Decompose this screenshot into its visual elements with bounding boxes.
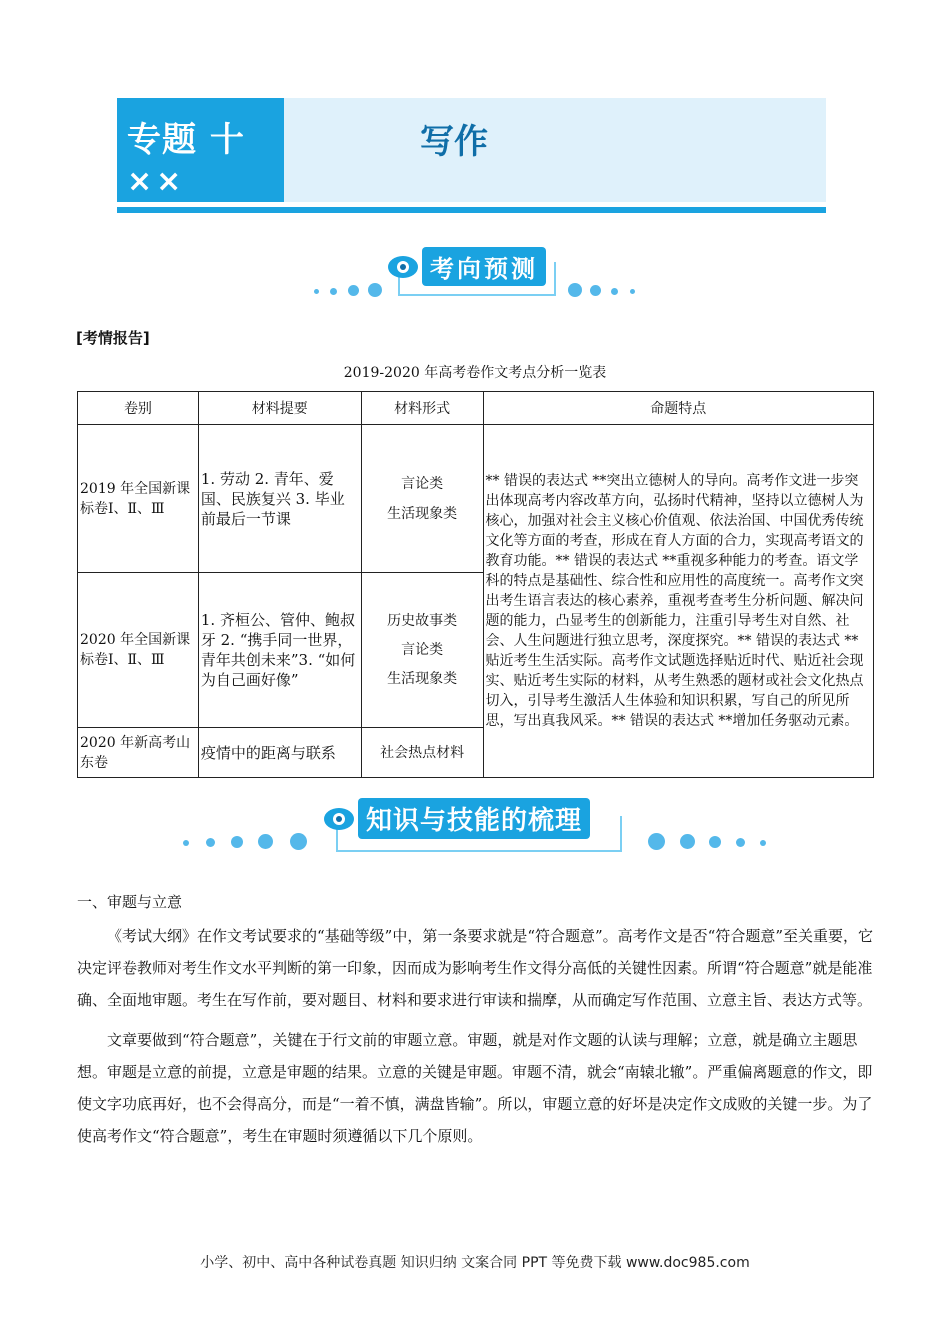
- section-title: 知识与技能的梳理: [358, 798, 590, 839]
- form-item: 言论类: [401, 641, 444, 658]
- header-cell: 卷别: [78, 392, 199, 425]
- paper-cell: 2019 年全国新课标卷Ⅰ、Ⅱ、Ⅲ: [78, 425, 199, 573]
- header-cell: 材料提要: [198, 392, 361, 425]
- decor-dot: [231, 836, 243, 848]
- section-heading-text: 一、审题与立意: [77, 893, 183, 911]
- topic-sub: ××: [127, 164, 186, 199]
- decor-dot: [348, 285, 359, 296]
- decor-dot: [648, 833, 665, 850]
- form-item: 言论类: [401, 475, 444, 492]
- topic-block: [117, 98, 284, 202]
- decor-dot: [290, 833, 307, 850]
- decor-dot: [368, 283, 382, 297]
- form-item: 生活现象类: [387, 505, 458, 522]
- decor-dot: [590, 285, 601, 296]
- decor-dot: [709, 836, 721, 848]
- body-content: [77, 886, 877, 1160]
- decor-dot: [760, 840, 766, 846]
- table-caption: 2019-2020 年高考卷作文考点分析一览表: [343, 365, 607, 381]
- header-cell: 命题特点: [483, 392, 873, 425]
- form-cell: [361, 728, 483, 778]
- eye-icon: [324, 808, 354, 830]
- analysis-table: [77, 391, 874, 778]
- decor-dot: [206, 838, 215, 847]
- summary-cell: 疫情中的距离与联系: [198, 728, 361, 778]
- section-title: 考向预测: [422, 247, 546, 286]
- decor-dot: [314, 289, 319, 294]
- table-header-row: [78, 392, 874, 425]
- decor-dot: [258, 834, 273, 849]
- footer-text: 小学、初中、高中各种试卷真题 知识归纳 文案合同 PPT 等免费下载 www.doc985.com: [200, 1255, 750, 1271]
- topic-label: 专题 十: [127, 120, 245, 160]
- eye-icon: [388, 256, 418, 278]
- form-item: 历史故事类: [387, 612, 458, 629]
- decor-dot: [183, 840, 189, 846]
- header-cell: 材料形式: [361, 392, 483, 425]
- paper-cell: 2020 年全国新课标卷Ⅰ、Ⅱ、Ⅲ: [78, 573, 199, 728]
- paragraph: 文章要做到“符合题意”，关键在于行文前的审题立意。审题，就是对作文题的认读与理解；立意，就是确立主题思想。审题是立意的前提，立意是审题的结果。立意的关键是审题。审题不清，就会“南辕北辙”。严重偏离题意的作文，即使文字功底再好，也不会得高分，而是“一着不慎，满盘皆输”。所以，审题立意的好坏是决定作文成败的关键一步。为了使高考作文“符合题意”，考生在审题时须遵循以下几个原则。: [77, 1031, 873, 1145]
- summary-cell: 1. 齐桓公、管仲、鲍叔牙 2. “携手同一世界，青年共创未来”3. “如何为自己画好像”: [198, 573, 361, 728]
- header-underline: [117, 207, 826, 213]
- form-cell: [361, 573, 483, 728]
- page-title: 写作: [420, 122, 488, 162]
- table-row: [78, 425, 874, 573]
- decor-dot: [568, 283, 582, 297]
- decor-dot: [330, 288, 337, 295]
- decor-dot: [611, 288, 618, 295]
- form-item: 社会热点材料: [380, 744, 465, 761]
- summary-cell: 1. 劳动 2. 青年、爱国、民族复兴 3. 毕业前最后一节课: [198, 425, 361, 573]
- decor-dot: [630, 289, 635, 294]
- form-item: 生活现象类: [387, 670, 458, 687]
- paper-cell: 2020 年新高考山东卷: [78, 728, 199, 778]
- decor-dot: [680, 834, 695, 849]
- report-label: [考情报告]: [76, 329, 150, 347]
- decor-dot: [736, 838, 745, 847]
- section-heading: [388, 247, 546, 286]
- paragraph: 《考试大纲》在作文考试要求的“基础等级”中，第一条要求就是“符合题意”。高考作文是否“符合题意”至关重要，它决定评卷教师对考生作文水平判断的第一印象，因而成为影响考生作文得分高低的关键性因素。所谓“符合题意”就是能准确、全面地审题。考生在写作前，要对题目、材料和要求进行审读和揣摩，从而确定写作范围、立意主旨、表达方式等。: [77, 927, 874, 1009]
- form-cell: [361, 425, 483, 573]
- features-cell: ** 错误的表达式 **突出立德树人的导向。高考作文进一步突出体现高考内容改革方向，弘扬时代精神，坚持以立德树人为核心，加强对社会主义核心价值观、依法治国、中国优秀传统文化等方面的考查，形成在育人方面的合力，实现高考语文的教育功能。** 错误的表达式 **重视多种能力的考查。语文学科的特点是基础性、综合性和应用性的高度统一。高考作文突出考生语言表达的核心素养，重视考查考生分析问题、解决问题的能力，凸显考生的创新能力，注重引导考生对自然、社会、人生问题进行独立思考，深度探究。** 错误的表达式 **贴近考生生活实际。高考作文试题选择贴近时代、贴近社会现实、贴近考生实际的材料，从考生熟悉的题材或社会文化热点切入，引导考生激活人生体验和知识积累，写自己的所见所思，写出真我风采。** 错误的表达式 **增加任务驱动元素。: [483, 425, 873, 778]
- section-heading: [324, 798, 590, 839]
